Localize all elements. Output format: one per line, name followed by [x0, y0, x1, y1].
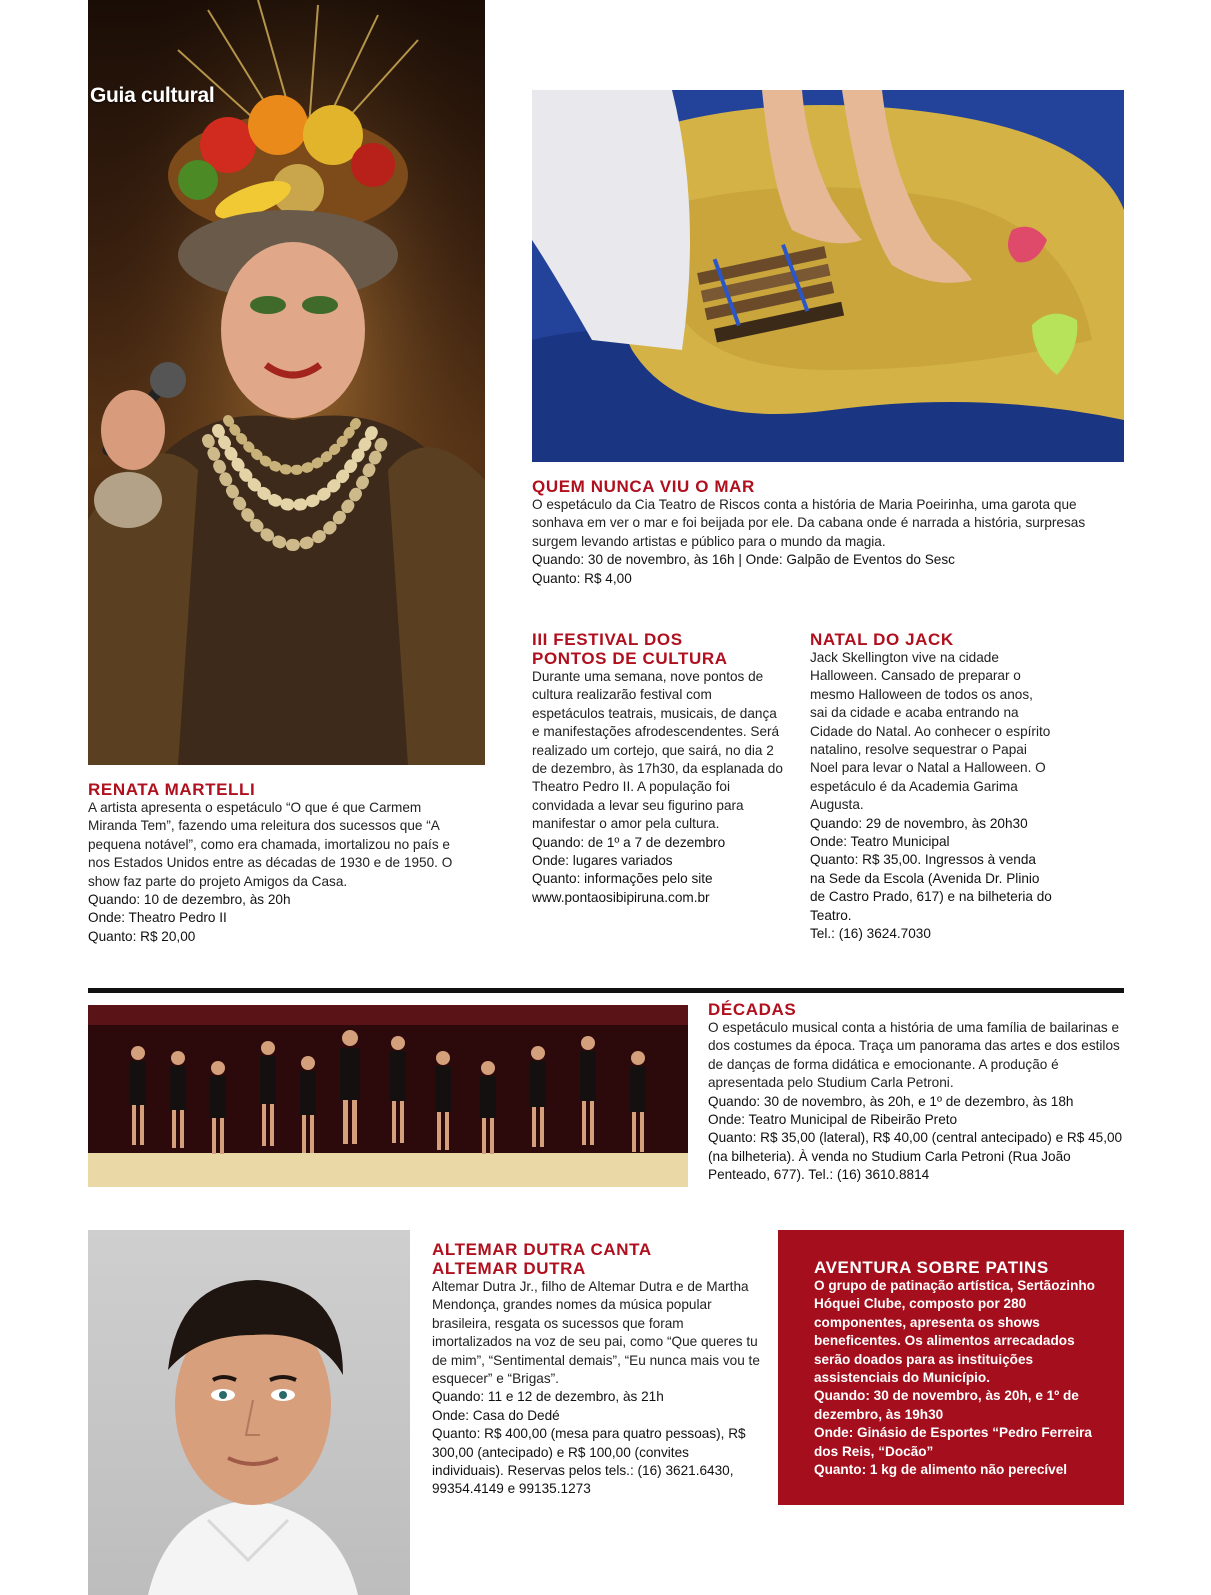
article-price: Quanto: R$ 400,00 (mesa para quatro pessoas), R$ 300,00 (antecipado) e R$ 100,00 (convites individuais). Reservas pelos tels.: (16) 3621.6430, 99354.4149 e 99135.1273 [432, 1426, 746, 1497]
article-price: Quanto: R$ 35,00. Ingressos à venda na Sede da Escola (Avenida Dr. Plinio de Castro Prado, 617) e na bilheteria do Teatro. [810, 852, 1052, 923]
article-where: Onde: Casa do Dedé [432, 1407, 560, 1423]
renata-martelli-article [88, 780, 472, 946]
natal-do-jack-article [810, 630, 1054, 944]
article-where: Onde: Theatro Pedro II [88, 910, 227, 926]
article-body: Jack Skellington vive na cidade Halloween. Cansado de preparar o mesmo Halloween de todos os anos, sai da cidade e acaba entrando na Cidade do Natal. Ao conhecer o espírito natalino, resolve sequestrar o Papai Noel para levar o Natal a Halloween. O espetáculo é da Academia Garima Augusta. [810, 650, 1051, 813]
altemar-dutra-article [432, 1240, 762, 1499]
article-title-line1: III FESTIVAL DOS [532, 630, 683, 649]
decadas-photo [88, 1005, 688, 1187]
article-where: Onde: Teatro Municipal de Ribeirão Preto [708, 1112, 958, 1128]
article-title-line1: ALTEMAR DUTRA CANTA [432, 1240, 652, 1259]
article-title: RENATA MARTELLI [88, 780, 256, 799]
article-title: DÉCADAS [708, 1000, 797, 1019]
article-when: Quando: de 1º a 7 de dezembro [532, 834, 726, 850]
section-divider [88, 988, 1124, 993]
article-site-link[interactable]: www.pontaosibipiruna.com.br [532, 889, 710, 905]
aventura-sobre-patins-box [778, 1230, 1124, 1505]
article-body: A artista apresenta o espetáculo “O que é que Carmem Miranda Tem”, fazendo uma releitura dos sucessos que “A pequena notável”, como era chamada, imortalizou no país e nos Estados Unidos entre as décadas de 1930 e de 1950. O show faz parte do projeto Amigos da Casa. [88, 800, 453, 889]
article-body: O espetáculo da Cia Teatro de Riscos conta a história de Maria Poeirinha, uma garota que sonhava em ver o mar e foi beijada por ele. Da cabana onde é narrada a história, surpresas surgem levando artistas e público para o mundo da magia. [532, 497, 1086, 549]
article-title-line2: PONTOS DE CULTURA [532, 649, 728, 668]
section-label: Guia cultural [90, 84, 215, 107]
article-phone: Tel.: (16) 3624.7030 [810, 926, 931, 942]
altemar-dutra-photo [88, 1230, 410, 1595]
renata-martelli-photo [88, 0, 485, 765]
article-price: Quanto: R$ 20,00 [88, 928, 196, 944]
quem-nunca-viu-o-mar-article [532, 477, 1092, 588]
article-title: NATAL DO JACK [810, 630, 954, 649]
quem-nunca-viu-o-mar-photo [532, 90, 1124, 462]
article-where: Onde: Teatro Municipal [810, 834, 950, 850]
article-price: Quanto: informações pelo site [532, 871, 713, 887]
article-body: Durante uma semana, nove pontos de cultura realizarão festival com espetáculos teatrais, musicais, de dança e manifestações afrodescendentes. Será realizado um cortejo, que sairá, no dia 2 de dezembro, às 17h30, da esplanada do Theatro Pedro II. A população foi convidada a levar seu figurino para manifestar o amor pela cultura. [532, 669, 783, 832]
article-where: Onde: Ginásio de Esportes “Pedro Ferreira dos Reis, “Docão” [814, 1425, 1092, 1459]
article-when: Quando: 30 de novembro, às 20h, e 1º de dezembro, às 18h [708, 1093, 1074, 1109]
article-when: Quando: 10 de dezembro, às 20h [88, 892, 291, 908]
article-title: QUEM NUNCA VIU O MAR [532, 477, 755, 496]
article-body: O espetáculo musical conta a história de uma família de bailarinas e dos costumes da época. Traça um panorama das artes e dos estilos de danças de forma didática e emocionante. A produção é apresentada pelo Studium Carla Petroni. [708, 1020, 1120, 1091]
article-when: Quando: 30 de novembro, às 20h, e 1º de dezembro, às 19h30 [814, 1388, 1079, 1422]
festival-article [532, 630, 784, 907]
article-price: Quanto: R$ 35,00 (lateral), R$ 40,00 (central antecipado) e R$ 45,00 (na bilheteria). À venda no Studium Carla Petroni (Rua João Penteado, 677). Tel.: (16) 3610.8814 [708, 1130, 1123, 1183]
article-price: Quanto: R$ 4,00 [532, 570, 632, 586]
article-when: Quando: 29 de novembro, às 20h30 [810, 815, 1028, 831]
article-title: AVENTURA SOBRE PATINS [814, 1258, 1049, 1277]
decadas-article [708, 1000, 1124, 1185]
article-body: Altemar Dutra Jr., filho de Altemar Dutra e de Martha Mendonça, grandes nomes da música popular brasileira, resgata os sucessos que foram imortalizados na voz de seu pai, como “Que queres tu de mim”, “Sentimental demais”, “Eu nunca mais vou te esquecer” e “Brigas”. [432, 1279, 760, 1387]
article-when-where: Quando: 30 de novembro, às 16h | Onde: Galpão de Eventos do Sesc [532, 552, 955, 568]
article-body: O grupo de patinação artística, Sertãozinho Hóquei Clube, composto por 280 componentes, apresenta os shows beneficentes. Os alimentos arrecadados serão doados para as instituições assistenciais do Município. [814, 1278, 1095, 1386]
article-price: Quanto: 1 kg de alimento não perecível [814, 1462, 1068, 1478]
article-title-line2: ALTEMAR DUTRA [432, 1259, 586, 1278]
article-where: Onde: lugares variados [532, 853, 673, 869]
article-when: Quando: 11 e 12 de dezembro, às 21h [432, 1389, 664, 1405]
